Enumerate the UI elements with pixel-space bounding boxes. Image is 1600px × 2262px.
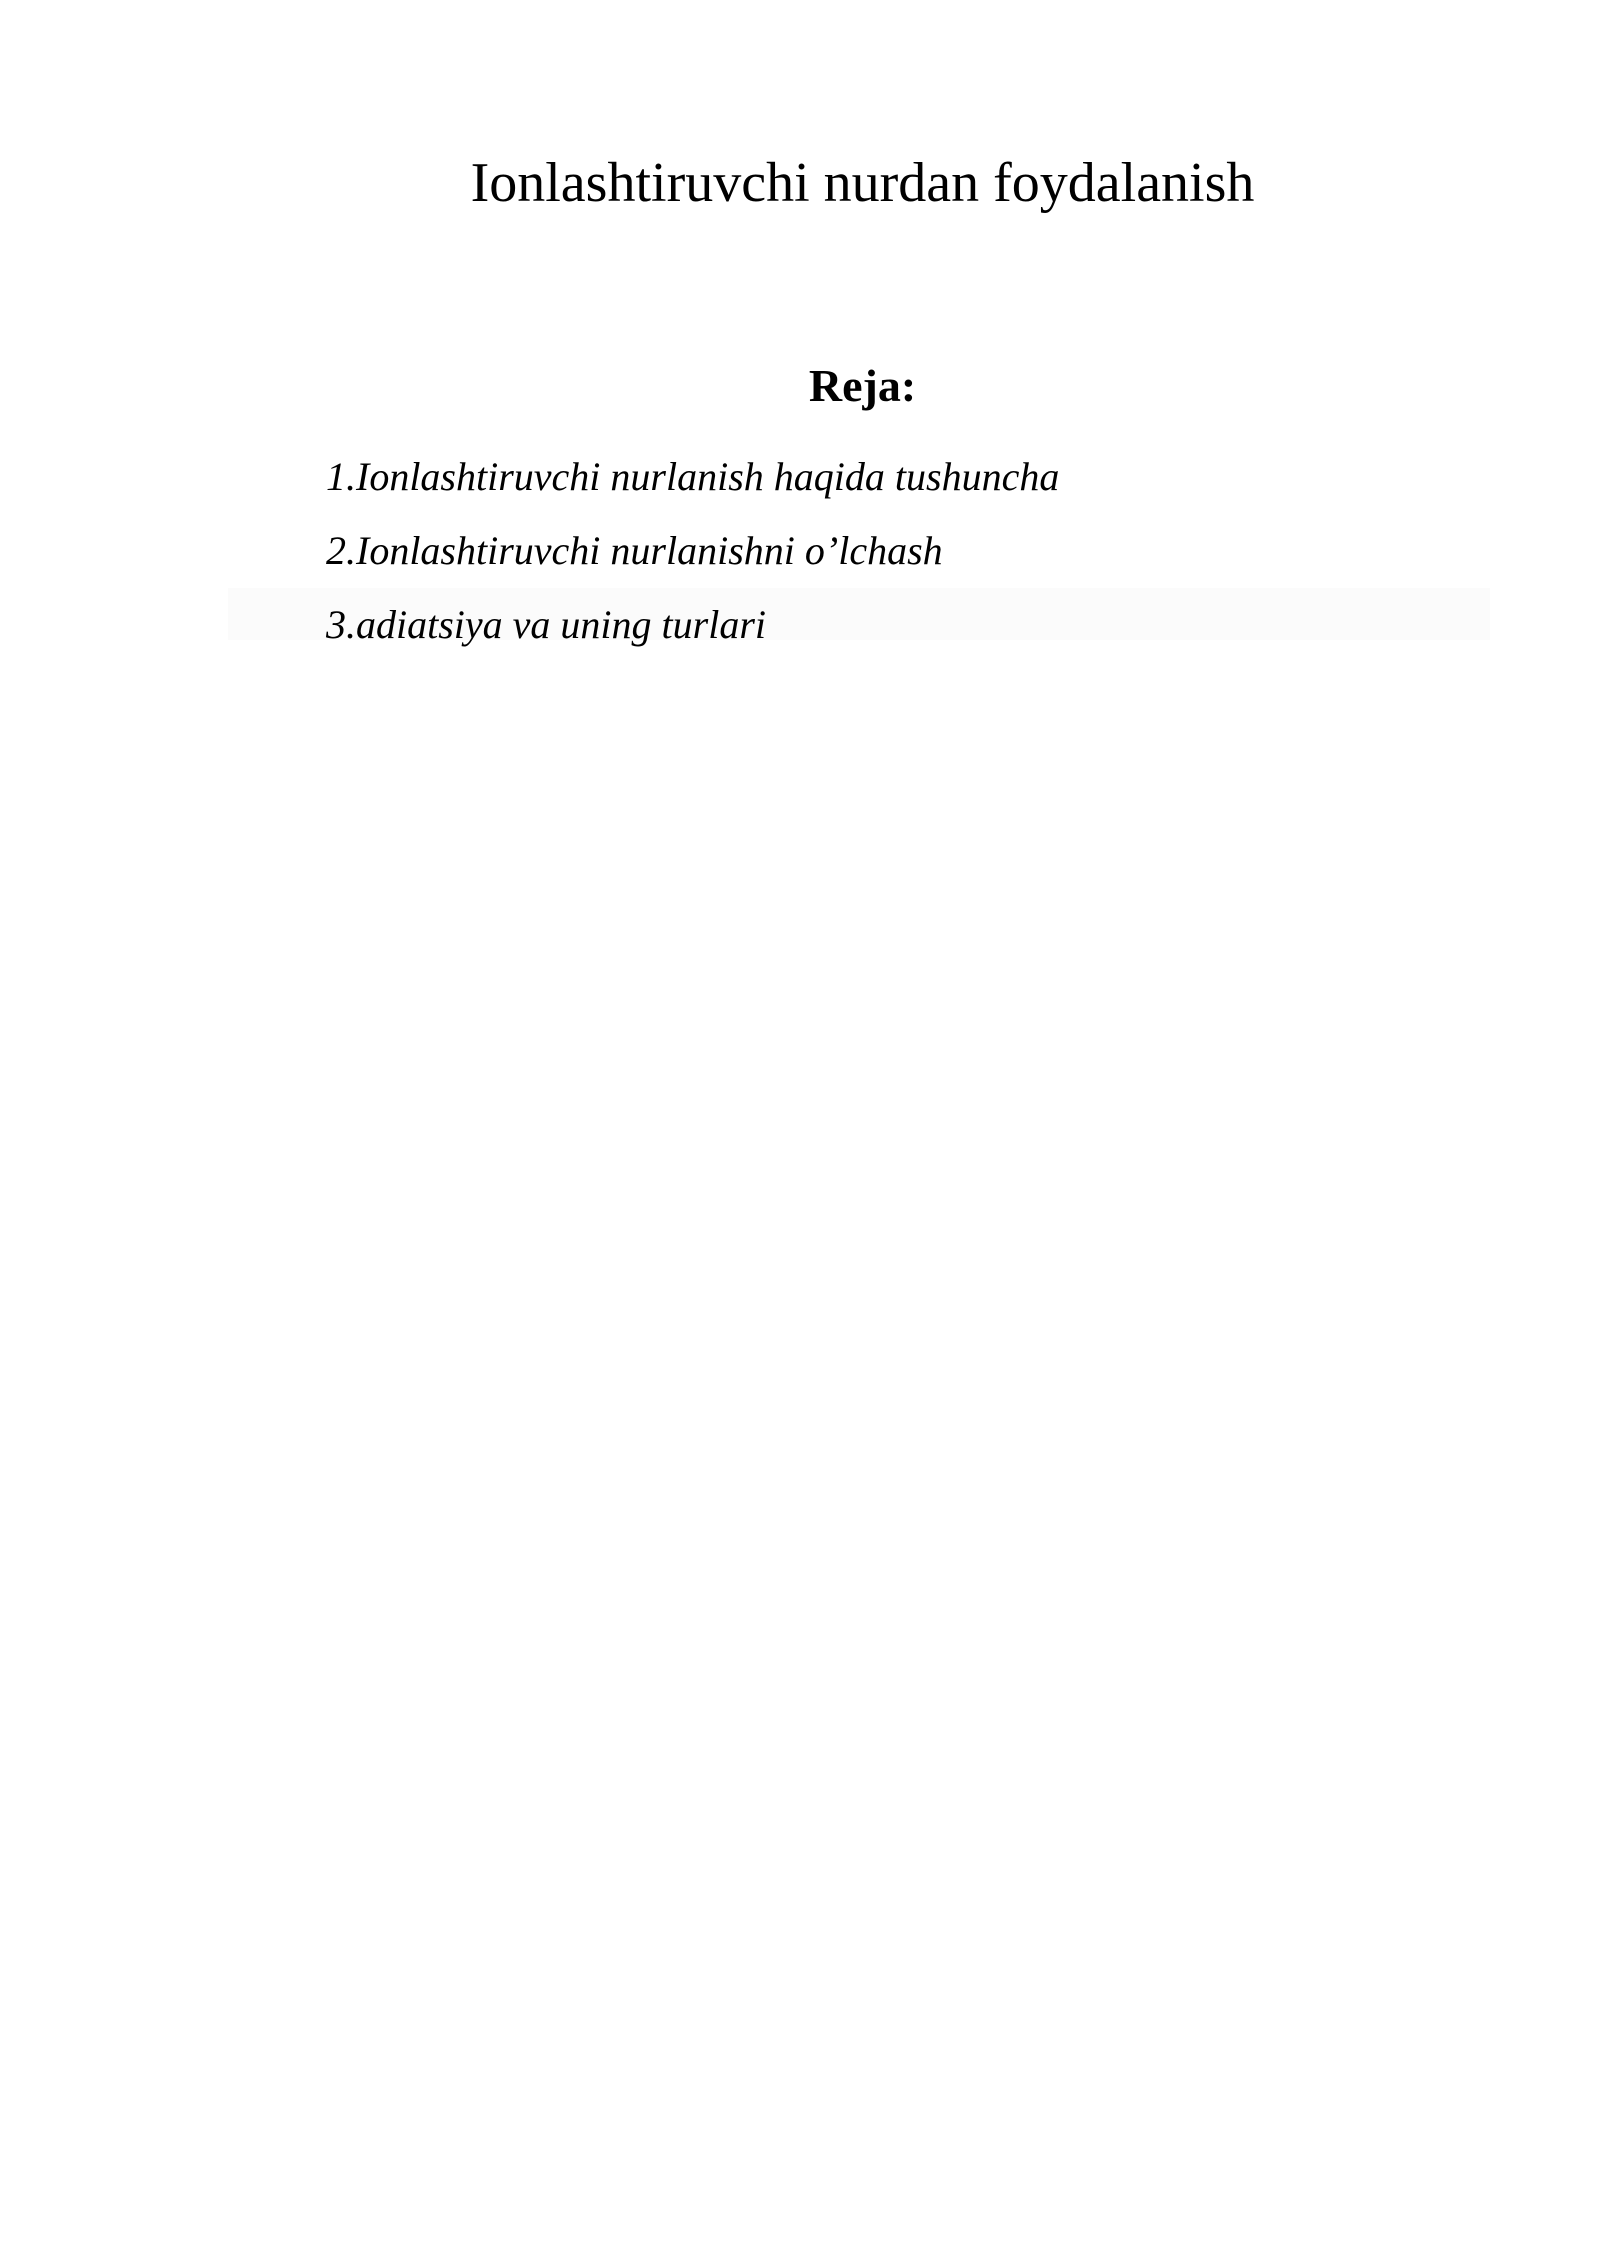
plan-heading: Reja: bbox=[808, 360, 917, 411]
plan-item-1: 1.Ionlashtiruvchi nurlanish haqida tushuncha bbox=[326, 454, 1060, 499]
document-title: Ionlashtiruvchi nurdan foydalanish bbox=[470, 152, 1255, 214]
plan-item-3: 3.adiatsiya va uning turlari bbox=[326, 602, 766, 647]
plan-list bbox=[326, 440, 1059, 662]
plan-item-2: 2.Ionlashtiruvchi nurlanishni o’lchash bbox=[326, 528, 943, 573]
